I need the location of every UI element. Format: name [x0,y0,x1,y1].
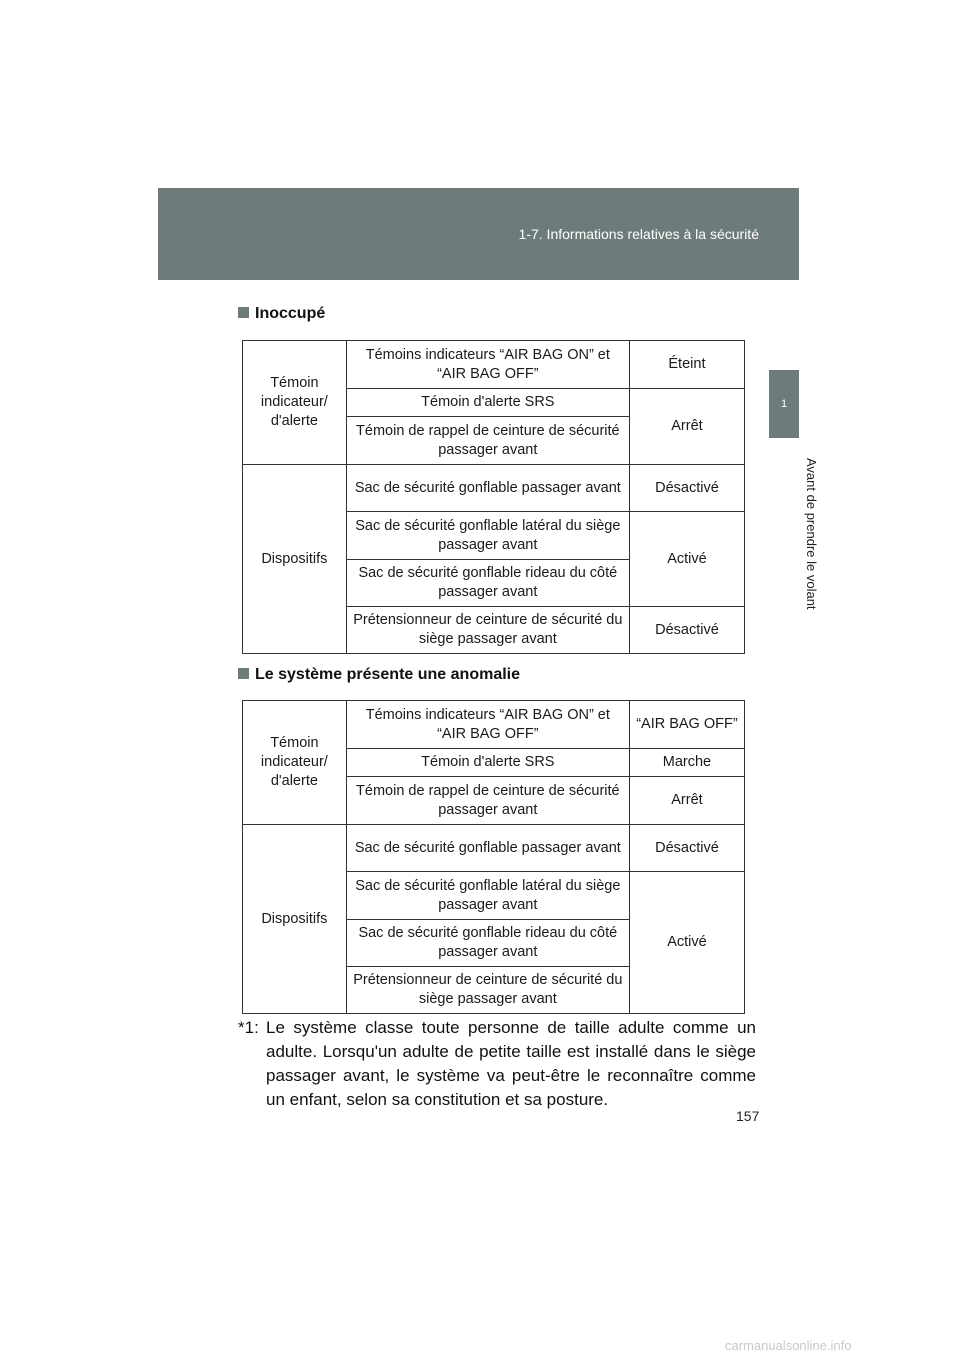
table-row [243,465,745,512]
state-cell: Activé [629,872,744,1014]
group-label: Témoin indicateur/ d'alerte [243,341,347,465]
table-row [243,341,745,389]
group-label: Dispositifs [243,465,347,654]
section-heading-inoccupe [238,305,325,323]
item-cell: Prétensionneur de ceinture de sécurité du siège passager avant [346,967,629,1014]
state-cell: Éteint [629,341,744,389]
state-cell: Arrêt [629,777,744,825]
item-cell: Témoin de rappel de ceinture de sécurité passager avant [346,777,629,825]
footnote [238,1016,756,1112]
chapter-side-label: Avant de prendre le volant [804,458,819,610]
item-cell: Témoin d'alerte SRS [346,389,629,417]
item-cell: Sac de sécurité gonflable rideau du côté passager avant [346,560,629,607]
section-title: Le système présente une anomalie [255,666,520,683]
item-cell: Sac de sécurité gonflable rideau du côté passager avant [346,920,629,967]
chapter-title: 1-7. Informations relatives à la sécurité [518,226,759,242]
item-cell: Sac de sécurité gonflable passager avant [346,465,629,512]
item-cell: Témoins indicateurs “AIR BAG ON” et “AIR BAG OFF” [346,341,629,389]
item-cell: Sac de sécurité gonflable passager avant [346,825,629,872]
state-cell: Marche [629,749,744,777]
item-cell: Témoin d'alerte SRS [346,749,629,777]
item-cell: Témoins indicateurs “AIR BAG ON” et “AIR BAG OFF” [346,701,629,749]
footnote-text: Le système classe toute personne de taille adulte comme un adulte. Lorsqu'un adulte de petite taille est installé dans le siège passager avant, le système va peut-être le reconnaître comme un enfant, selon sa constitution et sa posture. [266,1018,756,1109]
group-label: Témoin indicateur/ d'alerte [243,701,347,825]
state-cell: Désactivé [629,607,744,654]
square-bullet-icon [238,307,249,318]
chapter-header [158,188,799,280]
group-label: Dispositifs [243,825,347,1014]
chapter-tab: 1 [769,370,799,438]
item-cell: Témoin de rappel de ceinture de sécurité passager avant [346,417,629,465]
section-heading-anomalie [238,666,520,684]
status-table-inoccupe [242,340,745,654]
state-cell: Arrêt [629,389,744,465]
item-cell: Sac de sécurité gonflable latéral du siège passager avant [346,872,629,920]
table-row [243,701,745,749]
item-cell: Prétensionneur de ceinture de sécurité du siège passager avant [346,607,629,654]
state-cell: “AIR BAG OFF” [629,701,744,749]
state-cell: Activé [629,512,744,607]
state-cell: Désactivé [629,825,744,872]
page-number: 157 [736,1108,760,1124]
state-cell: Désactivé [629,465,744,512]
status-table-anomalie [242,700,745,1014]
table-row [243,825,745,872]
square-bullet-icon [238,668,249,679]
footnote-marker: *1: [238,1018,259,1037]
section-title: Inoccupé [255,305,326,322]
watermark: carmanualsonline.info [725,1338,852,1353]
item-cell: Sac de sécurité gonflable latéral du siège passager avant [346,512,629,560]
